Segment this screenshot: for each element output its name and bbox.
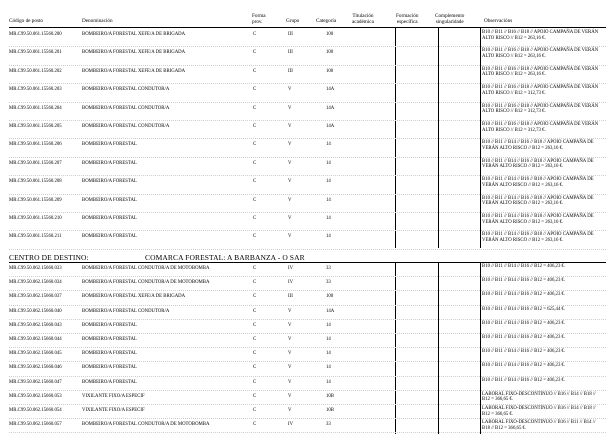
cell-categoria: 100 bbox=[326, 68, 334, 74]
header-observacions: Observacións bbox=[484, 18, 513, 24]
header-forma: Forma prov. bbox=[252, 13, 266, 25]
cell-observacions: B10 // B11 // B14 // B16 // B18 // APOIO CAMPAÑA DE VERÁN ALTO RISCO // B12 = 263,16 €. bbox=[482, 214, 594, 225]
cell-observacions: B10 // B11 // B14 // B16 // B12 = 406,23 €. bbox=[482, 363, 566, 369]
cell-observacions: B10 // B11 // B14 // B16 // B12 = 406,23 €. bbox=[482, 335, 566, 340]
cell-denominacion: BOMBEIRO/A FORESTAL bbox=[82, 160, 137, 166]
cell-grupo: III bbox=[288, 50, 293, 56]
cell-observacions: B10 // B11 // B14 // B16 // B12 = 406,23 €. bbox=[482, 278, 566, 284]
cell-forma: C bbox=[253, 105, 257, 111]
cell-denominacion: BOMBEIRO/A FORESTAL bbox=[82, 337, 137, 342]
header-codigo: Código de posto bbox=[9, 18, 44, 24]
table-row bbox=[9, 362, 606, 376]
table-row bbox=[9, 66, 606, 84]
cell-observacions: B10 // B11 // B14 // B16 // B12 = 406,23 €. bbox=[482, 292, 566, 298]
cell-denominacion: BOMBEIRO/A FORESTAL CONDUTOR/A bbox=[82, 308, 170, 314]
cell-code: MR.C99.50.062.15660.053 bbox=[9, 393, 62, 399]
cell-observacions: B10 // B11 // B14 // B16 // B12 = 406,23 €. bbox=[482, 349, 566, 355]
cell-forma: C bbox=[253, 379, 257, 385]
cell-code: MR.C99.50.061.15560.202 bbox=[9, 68, 62, 74]
cell-forma: C bbox=[253, 294, 257, 300]
cell-observacions: B10 // B11 // B14 // B16 // B18 // APOIO CAMPAÑA DE VERÁN ALTO RISCO // B12 = 263,16 €. bbox=[482, 140, 594, 151]
cell-code: MR.C99.50.061.15560.203 bbox=[9, 87, 62, 93]
cell-forma: C bbox=[253, 142, 257, 148]
table-row bbox=[9, 377, 606, 391]
cell-code: MR.C99.50.062.15660.034 bbox=[9, 280, 62, 286]
table-row bbox=[9, 121, 606, 139]
cell-grupo: V bbox=[288, 408, 292, 413]
cell-observacions: B10 // B11 // B16 // B18 // APOIO CAMPAÑA DE VERÁN ALTO RISCO // B12 = 263,16 €. bbox=[482, 66, 599, 78]
cell-denominacion: VIXILANTE FIXO/A ESPECIF bbox=[82, 393, 145, 399]
table-row bbox=[9, 158, 606, 176]
cell-code: MR.C99.50.062.15660.044 bbox=[9, 337, 62, 342]
cell-code: MR.C99.50.061.15560.208 bbox=[9, 179, 62, 185]
cell-code: MR.C99.50.062.15660.054 bbox=[9, 408, 62, 413]
cell-categoria: 14A bbox=[326, 105, 335, 111]
cell-denominacion: BOMBEIRO/A FORESTAL CONDUTOR/A bbox=[82, 124, 170, 129]
cell-denominacion: BOMBEIRO/A FORESTAL XEFE/A DE BRIGADA bbox=[82, 50, 186, 56]
cell-forma: C bbox=[253, 266, 257, 271]
cell-grupo: IV bbox=[288, 280, 294, 286]
centro-label: CENTRO DE DESTINO: bbox=[9, 253, 89, 262]
table-row bbox=[9, 320, 606, 334]
cell-forma: C bbox=[253, 337, 257, 342]
cell-categoria: 14 bbox=[326, 351, 331, 357]
cell-code: MR.C99.50.062.15660.057 bbox=[9, 422, 62, 428]
cell-grupo: V bbox=[288, 234, 292, 240]
table-row bbox=[9, 291, 606, 305]
cell-categoria: 14A bbox=[326, 87, 335, 93]
table-row bbox=[9, 419, 606, 433]
cell-observacions: LABORAL FIXO-DESCONTINUO // B16 // B14 // B18 // B12 = 366,65 €. bbox=[482, 391, 596, 403]
cell-forma: C bbox=[253, 393, 257, 399]
cell-categoria: 33 bbox=[326, 422, 331, 428]
cell-code: MR.C99.50.061.15560.200 bbox=[9, 32, 62, 37]
cell-categoria: 14 bbox=[326, 379, 331, 385]
cell-grupo: V bbox=[288, 379, 292, 385]
cell-forma: C bbox=[253, 32, 257, 37]
cell-observacions: B10 // B11 // B16 // B18 // APOIO CAMPAÑA DE VERÁN ALTO RISCO // B12 = 263,16 €. bbox=[482, 30, 599, 41]
cell-grupo: IV bbox=[288, 266, 294, 271]
cell-categoria: 14 bbox=[326, 160, 331, 166]
cell-grupo: V bbox=[288, 179, 292, 185]
cell-categoria: 14 bbox=[326, 142, 331, 148]
cell-denominacion: BOMBEIRO/A FORESTAL CONDUTOR/A DE MOTOBOMBA bbox=[82, 280, 210, 286]
header-rule bbox=[9, 27, 606, 28]
cell-denominacion: VIXILANTE FIXO/A ESPECIF bbox=[82, 408, 145, 413]
cell-denominacion: BOMBEIRO/A FORESTAL bbox=[82, 322, 137, 328]
cell-observacions: B10 // B11 // B16 // B18 // APOIO CAMPAÑA DE VERÁN ALTO RISCO // B12 = 312,73 €. bbox=[482, 122, 599, 133]
cell-grupo: V bbox=[288, 124, 292, 129]
cell-observacions: B10 // B11 // B14 // B16 // B12 = 625,44 €. bbox=[482, 306, 566, 312]
cell-categoria: 14 bbox=[326, 197, 331, 203]
cell-grupo: V bbox=[288, 393, 292, 399]
cell-forma: C bbox=[253, 308, 257, 314]
table-row bbox=[9, 277, 606, 291]
cell-denominacion: BOMBEIRO/A FORESTAL XEFE/A DE BRIGADA bbox=[82, 32, 186, 37]
cell-code: MR.C99.50.062.15660.045 bbox=[9, 351, 62, 357]
cell-denominacion: BOMBEIRO/A FORESTAL bbox=[82, 216, 137, 221]
cell-grupo: V bbox=[288, 365, 292, 371]
cell-denominacion: BOMBEIRO/A FORESTAL bbox=[82, 234, 137, 240]
cell-denominacion: BOMBEIRO/A FORESTAL bbox=[82, 142, 137, 148]
cell-grupo: V bbox=[288, 142, 292, 148]
table-row bbox=[9, 306, 606, 320]
cell-code: MR.C99.50.061.15560.210 bbox=[9, 216, 62, 221]
row-rule bbox=[9, 432, 606, 433]
cell-grupo: V bbox=[288, 308, 292, 314]
cell-forma: C bbox=[253, 322, 257, 328]
cell-observacions: B10 // B11 // B16 // B18 // APOIO CAMPAÑA DE VERÁN ALTO RISCO // B12 = 312,73 €. bbox=[482, 103, 599, 115]
cell-grupo: IV bbox=[288, 422, 294, 428]
cell-denominacion: BOMBEIRO/A FORESTAL CONDUTOR/A bbox=[82, 87, 170, 93]
header-formacion: Formación específica bbox=[396, 13, 419, 25]
cell-observacions: B10 // B11 // B14 // B16 // B18 // APOIO CAMPAÑA DE VERÁN ALTO RISCO // B12 = 263,16 €. bbox=[482, 195, 594, 207]
cell-observacions: B10 // B11 // B14 // B16 // B18 // APOIO CAMPAÑA DE VERÁN ALTO RISCO // B12 = 263,16 €. bbox=[482, 158, 594, 170]
header-categoria: Categoría bbox=[316, 18, 337, 24]
table-row bbox=[9, 103, 606, 121]
cell-categoria: 14 bbox=[326, 216, 331, 221]
cell-denominacion: BOMBEIRO/A FORESTAL CONDUTOR/A bbox=[82, 105, 170, 111]
cell-categoria: 33 bbox=[326, 280, 331, 286]
cell-forma: C bbox=[253, 234, 257, 240]
cell-categoria: 100 bbox=[326, 294, 334, 300]
table-row bbox=[9, 405, 606, 419]
cell-observacions: B10 // B11 // B14 // B16 // B12 = 406,23 €. bbox=[482, 377, 566, 383]
cell-observacions: B10 // B11 // B16 // B18 // APOIO CAMPAÑA DE VERÁN ALTO RISCO // B12 = 263,16 €. bbox=[482, 48, 599, 59]
row-rule bbox=[9, 249, 606, 250]
cell-code: MR.C99.50.061.15560.211 bbox=[9, 234, 62, 240]
cell-categoria: 33 bbox=[326, 266, 331, 271]
cell-forma: C bbox=[253, 197, 257, 203]
cell-observacions: LABORAL FIXO-DESCONTINUO // B16 // B11 // B14 // B18 // B12 = 366,65 €. bbox=[482, 420, 596, 431]
cell-forma: C bbox=[253, 124, 257, 129]
cell-observacions: B10 // B11 // B14 // B16 // B12 = 406,23 €. bbox=[482, 264, 566, 269]
cell-categoria: 14A bbox=[326, 124, 335, 129]
header-complemento: Complemento singularidade bbox=[435, 13, 465, 25]
table-row bbox=[9, 213, 606, 231]
table-row bbox=[9, 263, 606, 277]
cell-code: MR.C99.50.062.15660.037 bbox=[9, 294, 62, 300]
cell-code: MR.C99.50.062.15660.046 bbox=[9, 365, 62, 371]
cell-forma: C bbox=[253, 422, 257, 428]
cell-grupo: V bbox=[288, 216, 292, 221]
cell-denominacion: BOMBEIRO/A FORESTAL XEFE/A DE BRIGADA bbox=[82, 68, 186, 74]
cell-denominacion: BOMBEIRO/A FORESTAL bbox=[82, 351, 137, 357]
cell-denominacion: BOMBEIRO/A FORESTAL bbox=[82, 379, 137, 385]
table-row bbox=[9, 84, 606, 102]
cell-grupo: V bbox=[288, 197, 292, 203]
cell-categoria: 14 bbox=[326, 322, 331, 328]
cell-grupo: V bbox=[288, 322, 292, 328]
header-denominacion: Denominación bbox=[82, 18, 113, 24]
cell-denominacion: BOMBEIRO/A FORESTAL CONDUTOR/A DE MOTOBOMBA bbox=[82, 422, 210, 428]
cell-code: MR.C99.50.062.15660.040 bbox=[9, 308, 62, 314]
cell-code: MR.C99.50.061.15560.207 bbox=[9, 160, 62, 166]
cell-forma: C bbox=[253, 408, 257, 413]
table-row bbox=[9, 231, 606, 249]
cell-denominacion: BOMBEIRO/A FORESTAL bbox=[82, 365, 137, 371]
cell-observacions: B10 // B11 // B14 // B16 // B18 // APOIO CAMPAÑA DE VERÁN ALTO RISCO // B12 = 263,16 €. bbox=[482, 232, 594, 243]
table-row bbox=[9, 29, 606, 47]
cell-observacions: B10 // B11 // B14 // B16 // B12 = 406,23 €. bbox=[482, 320, 566, 326]
header-grupo: Grupo bbox=[286, 18, 300, 24]
cell-forma: C bbox=[253, 216, 257, 221]
cell-code: MR.C99.50.062.15660.033 bbox=[9, 266, 62, 271]
cell-forma: C bbox=[253, 179, 257, 185]
cell-denominacion: BOMBEIRO/A FORESTAL bbox=[82, 197, 137, 203]
cell-grupo: V bbox=[288, 160, 292, 166]
table-row bbox=[9, 334, 606, 348]
cell-observacions: LABORAL FIXO-DESCONTINUO // B16 // B14 // B18 // B12 = 366,65 €. bbox=[482, 406, 596, 417]
table-row bbox=[9, 391, 606, 405]
centro-name: COMARCA FORESTAL: A BARBANZA - O SAR bbox=[145, 253, 305, 262]
cell-categoria: 14 bbox=[326, 179, 331, 185]
cell-denominacion: BOMBEIRO/A FORESTAL bbox=[82, 179, 137, 185]
cell-categoria: 14A bbox=[326, 308, 335, 314]
table-row bbox=[9, 176, 606, 194]
header-titulacion: Titulación académica bbox=[352, 13, 374, 25]
cell-code: MR.C99.50.062.15660.047 bbox=[9, 379, 62, 385]
cell-grupo: V bbox=[288, 105, 292, 111]
cell-categoria: 10B bbox=[326, 393, 334, 399]
cell-grupo: III bbox=[288, 32, 293, 37]
cell-forma: C bbox=[253, 87, 257, 93]
cell-grupo: III bbox=[288, 68, 293, 74]
table-row bbox=[9, 139, 606, 157]
cell-observacions: B10 // B11 // B16 // B18 // APOIO CAMPAÑA DE VERÁN ALTO RISCO // B12 = 312,73 €. bbox=[482, 85, 599, 96]
cell-categoria: 14 bbox=[326, 234, 331, 240]
cell-forma: C bbox=[253, 351, 257, 357]
cell-code: MR.C99.50.061.15560.204 bbox=[9, 105, 62, 111]
cell-code: MR.C99.50.061.15560.201 bbox=[9, 50, 62, 56]
table-row bbox=[9, 47, 606, 65]
cell-grupo: V bbox=[288, 337, 292, 342]
cell-code: MR.C99.50.061.15560.205 bbox=[9, 124, 62, 129]
cell-forma: C bbox=[253, 160, 257, 166]
cell-code: MR.C99.50.062.15660.043 bbox=[9, 322, 62, 328]
cell-categoria: 100 bbox=[326, 50, 334, 56]
cell-denominacion: BOMBEIRO/A FORESTAL CONDUTOR/A DE MOTOBOMBA bbox=[82, 266, 210, 271]
cell-grupo: V bbox=[288, 87, 292, 93]
cell-forma: C bbox=[253, 68, 257, 74]
cell-grupo: V bbox=[288, 351, 292, 357]
cell-code: MR.C99.50.061.15560.209 bbox=[9, 197, 62, 203]
cell-code: MR.C99.50.061.15560.206 bbox=[9, 142, 62, 148]
table-row bbox=[9, 348, 606, 362]
cell-forma: C bbox=[253, 280, 257, 286]
cell-categoria: 14 bbox=[326, 365, 331, 371]
cell-forma: C bbox=[253, 365, 257, 371]
table-row bbox=[9, 195, 606, 213]
cell-forma: C bbox=[253, 50, 257, 56]
cell-denominacion: BOMBEIRO/A FORESTAL XEFE/A DE BRIGADA bbox=[82, 294, 186, 300]
cell-categoria: 10B bbox=[326, 408, 334, 413]
cell-grupo: III bbox=[288, 294, 293, 300]
cell-categoria: 14 bbox=[326, 337, 331, 342]
cell-observacions: B10 // B11 // B14 // B16 // B18 // APOIO CAMPAÑA DE VERÁN ALTO RISCO // B12 = 263,16 €. bbox=[482, 177, 594, 188]
cell-categoria: 100 bbox=[326, 32, 334, 37]
